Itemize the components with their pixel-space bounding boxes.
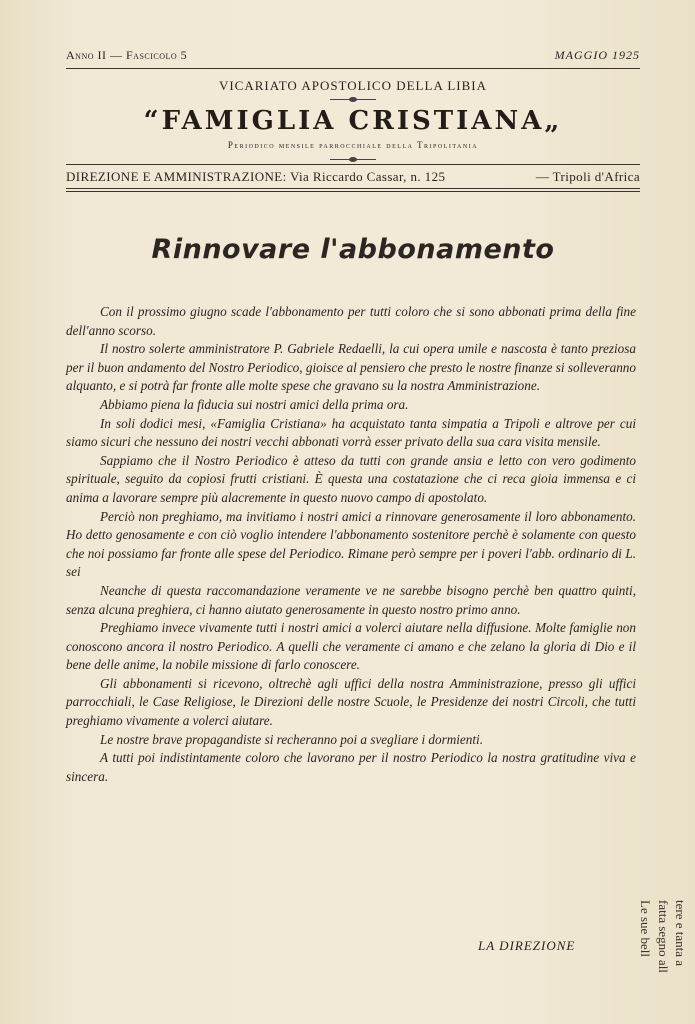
vicariato-line: VICARIATO APOSTOLICO DELLA LIBIA [218, 78, 488, 93]
paragraph: Sappiamo che il Nostro Periodico è atteso da tutti con grande ansia e letto con vero godimento spirituale, seguito da copiosi frutti cristiani. È questa una costatazione che ci reca gioia immensa e ci anima a lavorare sempre più alacremente in questo nuovo campo di apostolato. [66, 452, 636, 505]
bleed-through-text: tere e tanta a [673, 900, 688, 967]
ornament-divider-2 [330, 158, 376, 162]
paragraph: Perciò non preghiamo, ma invitiamo i nostri amici a rinnovare generosamente il loro abbonamento. Ho detto genosamente e con ciò voglio intendere l'abbonamento sostenitore perchè è solamente con questo che noi possiamo far fronte alle spese del Periodico. Rimane però sempre per i poveri l'abb. ordinario di L. sei [66, 508, 636, 580]
address-line [66, 169, 640, 185]
paragraph: Con il prossimo giugno scade l'abbonamento per tutti coloro che si sono abbonati prima della fine dell'anno scorso. [66, 304, 636, 338]
paragraph: In soli dodici mesi, «Famiglia Cristiana» ha acquistato tanta simpatia a Tripoli e altrove per cui siamo sicuri che nessuno dei nostri vecchi abbonati vorrà esser privato della sua cara visita mensile. [66, 415, 636, 450]
article-title: Rinnovare l'abbonamento [151, 234, 555, 265]
bleed-through-text: fatta segno all [656, 900, 671, 973]
paragraph: Le nostre brave propagandiste si recheranno poi a svegliare i dormienti. [100, 731, 484, 747]
masthead-title: “FAMIGLIA CRISTIANA„ [143, 106, 563, 136]
bleed-through-text: Le sue bell [638, 900, 653, 958]
address-rule-bottom [66, 188, 640, 189]
ornament-divider [330, 98, 376, 102]
paragraph: Preghiamo invece vivamente tutti i nostri amici a volerci aiutare nella diffusione. Molte famiglie non conoscono ancora il nostro Periodico. A quelli che veramente ci amano e che zelano la gloria di Dio e il bene delle anime, la nobile missione di farlo conoscere. [66, 620, 636, 673]
issue-number: Anno II — Fascicolo 5 [66, 48, 188, 62]
signature: LA DIREZIONE [478, 938, 576, 953]
paragraph: A tutti poi indistintamente coloro che lavorano per il nostro Periodico la nostra gratitudine viva e sincera. [66, 750, 636, 784]
address-rule-top [66, 164, 640, 165]
masthead-subtitle: Periodico mensile parrocchiale della Tripolitania [227, 140, 479, 150]
top-rule [66, 68, 640, 69]
article-body [66, 303, 636, 786]
paragraph: Gli abbonamenti si ricevono, oltrechè agli uffici della nostra Amministrazione, presso gli uffici parrocchiali, le Case Religiose, le Direzioni delle nostre Scuole, le Presidenze dei nostri Circoli, che tutti preghiamo vivamente a volerci aiutare. [66, 675, 636, 729]
issue-date: MAGGIO 1925 [554, 48, 640, 62]
paragraph: Neanche di questa raccomandazione veramente ve ne sarebbe bisogno perchè ben quattro quinti, senza alcuna preghiera, ci hanno aiutato generosamente in questo nostro primo anno. [66, 582, 636, 617]
issue-line [66, 48, 640, 63]
paragraph: Abbiamo piena la fiducia sui nostri amici della prima ora. [100, 396, 409, 412]
address-rule-bottom-2 [66, 191, 640, 192]
address-left: DIREZIONE E AMMINISTRAZIONE: Via Riccardo Cassar, n. 125 [66, 169, 446, 184]
address-right: — Tripoli d'Africa [535, 169, 640, 184]
paragraph: Il nostro solerte amministratore P. Gabriele Redaelli, la cui opera umile e nascosta è tanto preziosa per il buon andamento del Nostro Periodico, gioisce al pensiero che presto le nostre finanze si solleveranno alquanto, e si potrà far fronte alle molte spese che gravano su la nostra Amministrazione. [66, 341, 636, 394]
